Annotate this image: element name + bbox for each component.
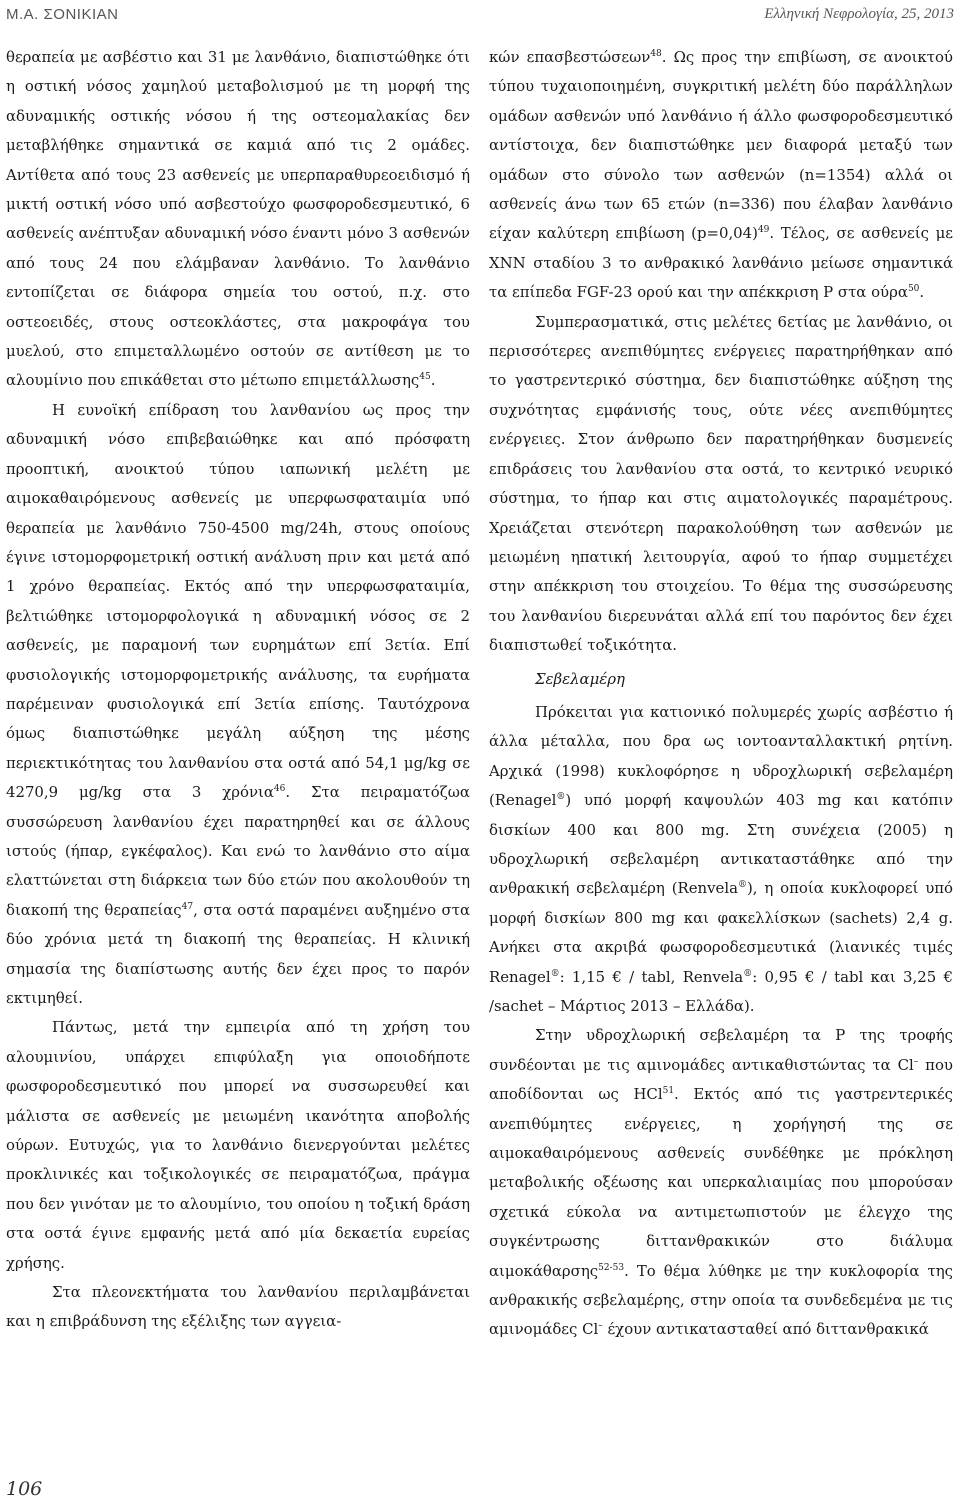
- citation-ref: 47: [181, 901, 194, 912]
- page-number: 106: [6, 1478, 43, 1500]
- right-paragraph-1: κών επασβεστώσεων$^{48}$. Ως προς την επιβίωση, σε ανοικτού τύπου τυχαιοποιημένη, συγκριτική μελέτη δύο παράλληλων ομάδων ασθενών υπό λανθάνιο ή άλλο φωσφοροδεσμευτικό αντίστοιχα, δεν διαπιστώθηκε μεν διαφορά μεταξύ των ομάδων στο σύνολο των ασθενών (n=1354) αλλά οι ασθενείς άνω των 65 ετών (n=336) που έλαβαν λανθάνιο είχαν καλύτερη επιβίωση (p=0,04)$^{49}$. Τέλος, σε ασθενείς με ΧΝΝ σταδίου 3 το ανθρακικό λανθάνιο μείωσε σημαντικά τα επίπεδα FGF-23 ορού και την απέκκριση P στα ούρα$^{50}$.: [489, 48, 953, 302]
- minus-sign: –: [913, 1056, 919, 1067]
- left-paragraph-3: Πάντως, μετά την εμπειρία από τη χρήση του αλουμινίου, υπάρχει επιφύλαξη για οποιοδήποτε φωσφοροδεσμευτικό που μπορεί να συσσωρευθεί και μάλιστα σε ασθενείς με μειωμένη ικανότητα αποβολής ούρων. Ευτυχώς, για το λανθάνιο διενεργούνται μελέτες προκλινικές και τοξικολογικές σε πειραματόζωα, πράγμα που δεν γινόταν με το αλουμίνιο, του οποίου η τοξική δράση στα οστά έγινε εμφανής μετά από μία δεκαετία ευρείας χρήσης.: [6, 1018, 470, 1272]
- citation-ref: 50: [907, 284, 920, 295]
- left-paragraph-2: Η ευνοϊκή επίδραση του λανθανίου ως προς την αδυναμική νόσο επιβεβαιώθηκε και από πρόσφατη προοπτική, ανοικτού τύπου ιαπωνική μελέτη με αιμοκαθαιρόμενους ασθενείς με υπερφωσφαταιμία υπό θεραπεία με λανθάνιο 750-4500 mg/24h, στους οποίους έγινε ιστομορφομετρική οστική ανάλυση πριν και μετά από 1 χρόνο θεραπείας. Εκτός από την υπερφωσφαταιμία, βελτιώθηκε ιστομορφολογικά η αδυναμική νόσος σε 2 ασθενείς, με παραμονή των ευρημάτων επί 3ετία. Επί φυσιολογικής ιστομορφομετρικής ανάλυσης, τα ευρήματα παρέμειναν φυσιολογικά επί 3ετία επίσης. Ταυτόχρονα όμως διαπιστώθηκε μεγάλη αύξηση της μέσης περιεκτικότητας του λανθανίου στα οστά από 54,1 μg/kg σε 4270,9 μg/kg στα 3 χρόνια$^{46}$. Στα πειραματόζωα συσσώρευση λανθανίου έχει παρατηρηθεί και σε άλλους ιστούς (ήπαρ, εγκέφαλος). Και ενώ το λανθάνιο στο αίμα ελαττώνεται στη διάρκεια των δύο ετών που ακολουθούν τη διακοπή της θεραπείας$^{47}$, στα οστά παραμένει αυξημένο στα δύο χρόνια μετά τη διακοπή της θεραπείας. Η κλινική σημασία της διαπίστωσης αυτής δεν έχει προς το παρόν εκτιμηθεί.: [6, 400, 471, 1007]
- left-paragraph-4: Στα πλεονεκτήματα του λανθανίου περιλαμβάνεται και η επιβράδυνση της εξέλιξης των αγγεια-: [6, 1283, 470, 1331]
- header-author: M.A. ΣΟΝΙΚΙΑΝ: [6, 6, 119, 23]
- citation-ref: 48: [650, 49, 662, 60]
- right-column: [489, 43, 953, 1345]
- running-header: [6, 6, 954, 28]
- section-subheading: Σεβελαμέρη: [535, 669, 625, 688]
- registered-mark: ®: [738, 880, 747, 891]
- citation-ref: 52-53: [598, 1262, 625, 1273]
- header-journal: Ελληνική Νεφρολογία, 25, 2013: [764, 6, 954, 22]
- right-paragraph-3: Πρόκειται για κατιονικό πολυμερές χωρίς ασβέστιο ή άλλα μέταλλα, που δρα ως ιοντοανταλλακτική ρητίνη. Αρχικά (1998) κυκλοφόρησε η υδροχλωρική σεβελαμέρη (Renagel®) υπό μορφή καψουλών 403 mg και κατόπιν δισκίων 400 και 800 mg. Στη συνέχεια (2005) η υδροχλωρική σεβελαμέρη αντικαταστάθηκε από την ανθρακική σεβελαμέρη (Renvela®), η οποία κυκλοφορεί υπό μορφή δισκίων 800 mg και φακελλίσκων (sachets) 2,4 g. Ανήκει στα ακριβά φωσφοροδεσμευτικά (λιανικές τιμές Renagel®: 1,15 € / tabl, Renvela®: 0,95 € / tabl και 3,25 € /sachet – Μάρτιος 2013 – Ελλάδα).: [489, 702, 954, 1015]
- minus-sign: –: [598, 1321, 603, 1332]
- citation-ref: 46: [273, 784, 286, 795]
- registered-mark: ®: [556, 792, 566, 803]
- right-paragraph-2: Συμπερασματικά, στις μελέτες 6ετίας με λανθάνιο, οι περισσότερες ανεπιθύμητες ενέργειες παρατηρήθηκαν από το γαστρεντερικό σύστημα, δεν διαπιστώθηκε αύξηση της συχνότητας εμφάνισής τους, ούτε νέες ανεπιθύμητες ενέργειες. Στον άνθρωπο δεν παρατηρήθηκαν δυσμενείς επιδράσεις του λανθανίου στα οστά, το κεντρικό νευρικό σύστημα, το ήπαρ και στις αιματολογικές παραμέτρους. Χρειάζεται στενότερη παρακολούθηση των ασθενών με μειωμένη ηπατική λειτουργία, αφού το ήπαρ συμμετέχει στην απέκκριση του στοιχείου. Το θέμα της συσσώρευσης του λανθανίου διερευνάται αλλά επί του παρόντος δεν έχει διαπιστωθεί τοξικότητα.: [489, 312, 953, 655]
- citation-ref: 49: [757, 225, 770, 236]
- right-paragraph-4: Στην υδροχλωρική σεβελαμέρη τα P της τροφής συνδέονται με τις αμινομάδες αντικαθιστώντας τα Cl– που αποδίδονται ως HCl$^{51}$. Εκτός από τις γαστρεντερικές ανεπιθύμητες ενέργειες, η χορήγησή της σε αιμοκαθαιρόμενους ασθενείς συνδέθηκε με πρόκληση μεταβολικής οξέωσης και υπερκαλιαιμίας που μπορούσαν σχετικά εύκολα να αντιμετωπιστούν με έλεγχο της συγκέντρωσης διττανθρακικών στο διάλυμα αιμοκάθαρσης$^{52-53}$. Το θέμα λύθηκε με την κυκλοφορία της ανθρακικής σεβελαμέρης, στην οποία τα συνδεδεμένα με τις αμινομάδες Cl– έχουν αντικατασταθεί από διττανθρακικά: [489, 1026, 953, 1339]
- registered-mark: ®: [550, 968, 560, 979]
- left-paragraph-1: θεραπεία με ασβέστιο και 31 με λανθάνιο, διαπιστώθηκε ότι η οστική νόσος χαμηλού μεταβολισμού με τη μορφή της αδυναμικής οστικής νόσου ή της οστεομαλακίας δεν μεταβλήθηκε σημαντικά σε καμιά από τις 2 ομάδες. Αντίθετα από τους 23 ασθενείς με υπερπαραθυρεοειδισμό ή μικτή οστική νόσο υπό ασβεστούχο φωσφοροδεσμευτικό, 6 ασθενείς ανέπτυξαν αδυναμική νόσο έναντι μόνο 3 ασθενών από τους 24 που ελάμβαναν λανθάνιο. Το λανθάνιο εντοπίζεται σε διάφορα σημεία του οστού, π.χ. στο οστεοειδές, στους οστεοκλάστες, στα μακροφάγα του μυελού, στο επιμεταλλωμένο οστούν σε αντίθεση με το αλουμίνιο που επικάθεται στο μέτωπο επιμετάλλωσης$^{45}$.: [6, 48, 470, 390]
- citation-ref: 45: [419, 372, 431, 383]
- registered-mark: ®: [743, 968, 753, 979]
- citation-ref: 51: [662, 1086, 675, 1097]
- left-column: [6, 43, 470, 1337]
